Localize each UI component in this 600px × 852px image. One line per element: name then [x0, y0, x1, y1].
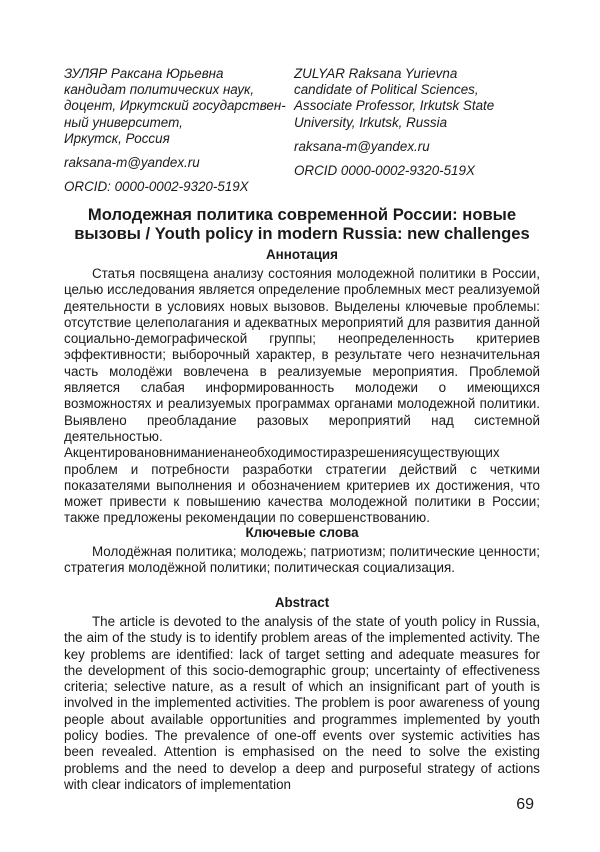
article-title: Молодежная политика современной России: новые вызовы / Youth policy in modern Russia: new challenges: [74, 205, 530, 243]
author-orcid: ORCID: 0000-0002-9320-519X: [64, 179, 249, 195]
author-name: ZULYAR Raksana Yurievna: [294, 66, 458, 81]
author-block: [64, 66, 540, 195]
annotation-heading: Аннотация: [266, 247, 338, 262]
author-degree: candidate of Political Sciences,: [294, 82, 479, 98]
abstract-heading: Abstract: [274, 595, 330, 610]
author-email: raksana-m@yandex.ru: [294, 138, 430, 154]
author-university: University, Irkutsk, Russia: [294, 114, 448, 130]
keywords-heading: Ключевые слова: [245, 525, 359, 540]
author-info-english: [294, 66, 540, 195]
author-degree: кандидат политических наук,: [64, 82, 255, 98]
annotation-text: Статья посвящена анализу состояния молодежной политики в России, целью исследования является определение проблемных мест реализуемой деятельности в условиях новых вызовов. Выделены ключевые проблемы: отсутствие целеполагания и адекватных мероприятий для развития данной социально-демографической группы; неопределенность критериев эффективности; выборочный характер, в результате чего незначительная часть молодёжи вовлечена в реализуемые мероприятия. Проблемой является слабая информированность молодежи о имеющихся возможностях и реализуемых программах органами молодежной политики. Выявлено преобладание разовых мероприятий над системной деятельностью. Акцентировановниманиенанеобходимостиразрешениясуществующих проблем и потребности разработки стратегии действий с четкими показателями выполнения и обозначением критериев их достижения, что может привести к повышению качества молодежной политики в России; также предложены рекомендации по совершенствованию.: [64, 266, 540, 526]
author-city: Иркутск, Россия: [64, 130, 170, 146]
author-position: Associate Professor, Irkutsk State: [294, 98, 495, 114]
author-orcid: ORCID 0000-0002-9320-519X: [294, 163, 475, 179]
author-info-russian: [64, 66, 294, 195]
author-name: ЗУЛЯР Раксана Юрьевна: [64, 66, 224, 81]
author-university: ный университет,: [64, 114, 183, 130]
author-email: raksana-m@yandex.ru: [64, 155, 200, 171]
abstract-text: The article is devoted to the analysis of the state of youth policy in Russia, the aim of the study is to identify problem areas of the implemented activity. The key problems are identified: lack of target setting and adequate measures for the development of this socio-demographic group; uncertainty of effectiveness criteria; selective nature, as a result of which an insignificant part of youth is involved in the implemented activities. The problem is poor awareness of young people about available opportunities and programmes implemented by youth policy bodies. The prevalence of one-off events over systemic activities has been revealed. Attention is emphasised on the need to solve the existing problems and the need to develop a deep and purposeful strategy of actions with clear indicators of implementation: [64, 614, 540, 792]
keywords-text: Молодёжная политика; молодежь; патриотизм; политические ценности; стратегия молодёжной политики; политическая социализация.: [64, 544, 540, 576]
page-number: 69: [516, 796, 534, 813]
author-position: доцент, Иркутский государствен-: [64, 98, 286, 114]
